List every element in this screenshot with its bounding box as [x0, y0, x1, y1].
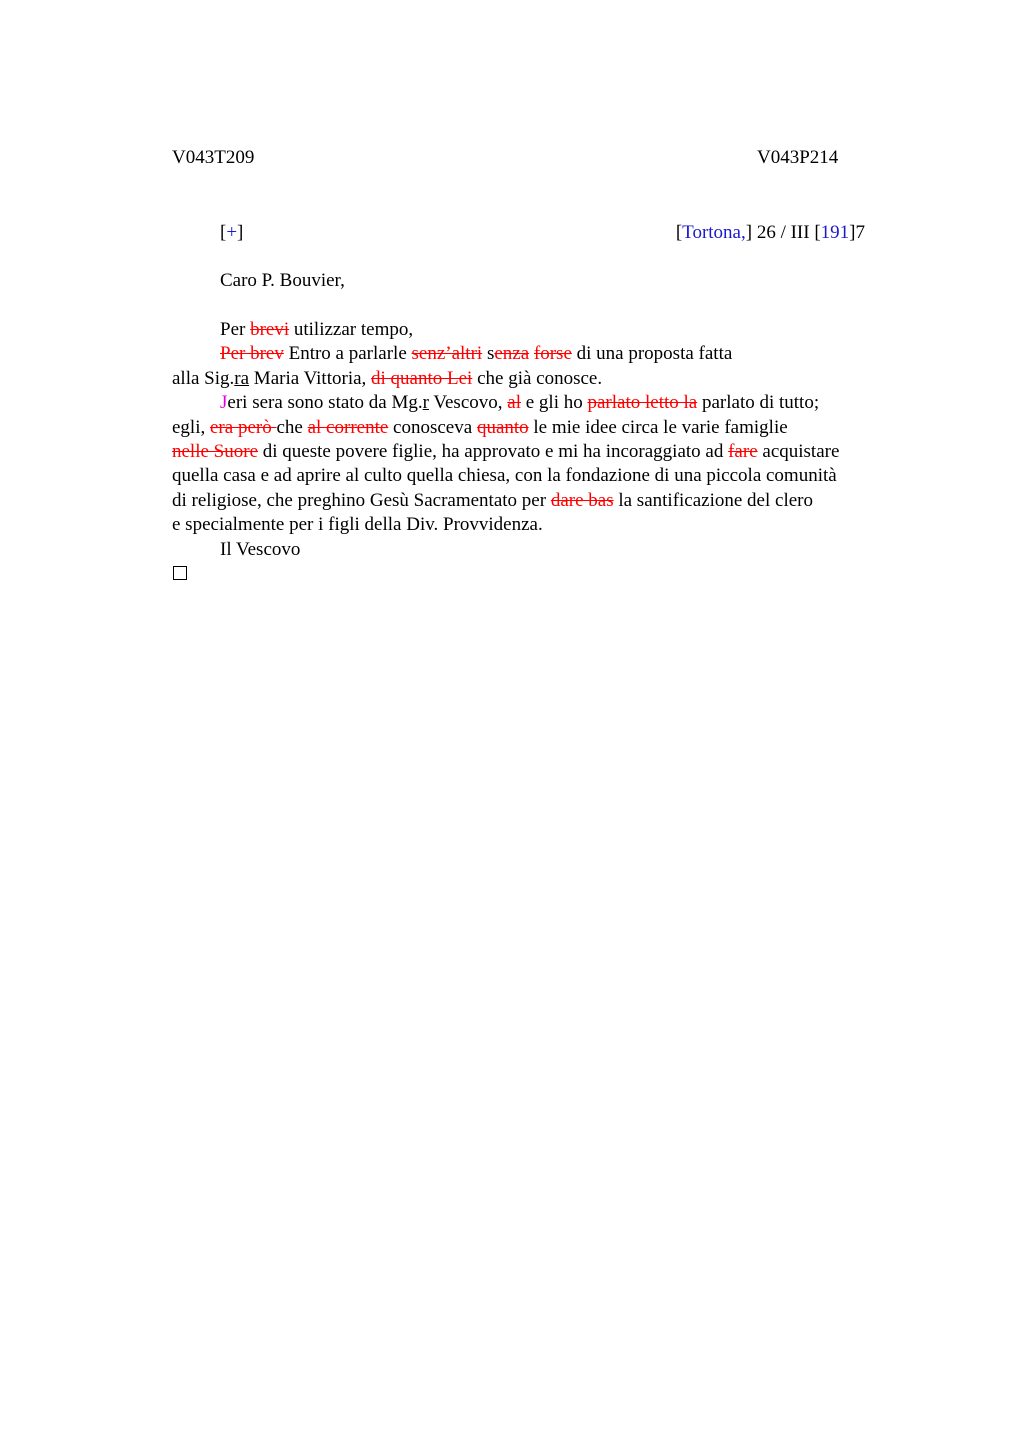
superscript-abbrev: r: [422, 392, 429, 414]
text-run: s: [482, 343, 495, 365]
text-run: e gli ho: [520, 392, 588, 414]
date-year-end: 7: [855, 222, 865, 243]
end-of-text-box-icon: [173, 566, 187, 580]
body-line-2: [172, 342, 902, 366]
body-line-9: e specialmente per i figli della Div. Provvidenza.: [172, 514, 543, 536]
body-line-4: [172, 391, 902, 415]
text-run: Vescovo,: [428, 392, 508, 414]
document-ref-right: V043P214: [757, 147, 839, 168]
text-run: la santificazione del clero: [613, 489, 813, 511]
deleted-text: di quanto Lei: [371, 367, 473, 389]
body-line-8: [172, 489, 902, 513]
deleted-text: brevi: [250, 319, 290, 340]
text-run: utilizzar tempo,: [289, 319, 414, 340]
deleted-text: senz’altri: [411, 343, 483, 365]
deleted-text: al: [507, 392, 521, 414]
text-run: Maria Vittoria,: [249, 367, 372, 389]
text-run: egli,: [172, 416, 210, 438]
text-run: conosceva: [388, 416, 477, 438]
date-place: Tortona,: [682, 222, 746, 243]
text-run: di una proposta fatta: [571, 343, 733, 365]
text-run: Per: [220, 319, 251, 340]
deleted-text: era però: [210, 416, 277, 438]
body-line-7: quella casa e ad aprire al culto quella chiesa, con la fondazione di una piccola comunità: [172, 465, 837, 487]
text-run: che: [276, 416, 308, 438]
corrected-initial: J: [220, 392, 228, 414]
text-run: parlato di tutto;: [697, 392, 820, 414]
deleted-text: dare bas: [550, 489, 614, 511]
text-run: di religiose, che preghino Gesù Sacramentato per: [172, 489, 551, 511]
body-line-1: [172, 318, 902, 342]
text-run: che già conosce.: [472, 367, 603, 389]
date-year-part: 191: [820, 222, 850, 243]
salutation: Caro P. Bouvier,: [220, 270, 345, 291]
superscript-abbrev: ra: [234, 367, 250, 389]
body-line-3: [172, 367, 902, 391]
body-line-6: [172, 440, 902, 464]
cross-symbol: +: [226, 222, 238, 243]
text-run: eri sera sono stato da Mg.: [227, 392, 423, 414]
deleted-text: Per brev: [220, 343, 284, 365]
date-day-month: 26 / III: [756, 222, 810, 243]
deleted-text: parlato letto la: [587, 392, 698, 414]
text-run: Entro a parlarle: [283, 343, 412, 365]
letter-body: [172, 318, 902, 562]
text-run: acquistare: [757, 440, 840, 462]
deleted-text: quanto: [476, 416, 529, 438]
text-run: le mie idee circa le varie famiglie: [528, 416, 788, 438]
text-run: alla Sig.: [172, 367, 235, 389]
deleted-text: enza: [494, 343, 530, 365]
deleted-text: al corrente: [307, 416, 389, 438]
body-line-10: Il Vescovo: [220, 538, 301, 560]
body-line-5: [172, 416, 902, 440]
letter-cross-mark: [+]: [220, 222, 244, 243]
deleted-text: nelle Suore: [172, 440, 259, 462]
document-ref-left: V043T209: [172, 147, 255, 168]
letter-date: [Tortona,] 26 / III [191]7: [675, 222, 865, 243]
deleted-text: fare: [728, 440, 758, 462]
text-run: di queste povere figlie, ha approvato e mi ha incoraggiato ad: [258, 440, 729, 462]
deleted-text: forse: [533, 343, 572, 365]
